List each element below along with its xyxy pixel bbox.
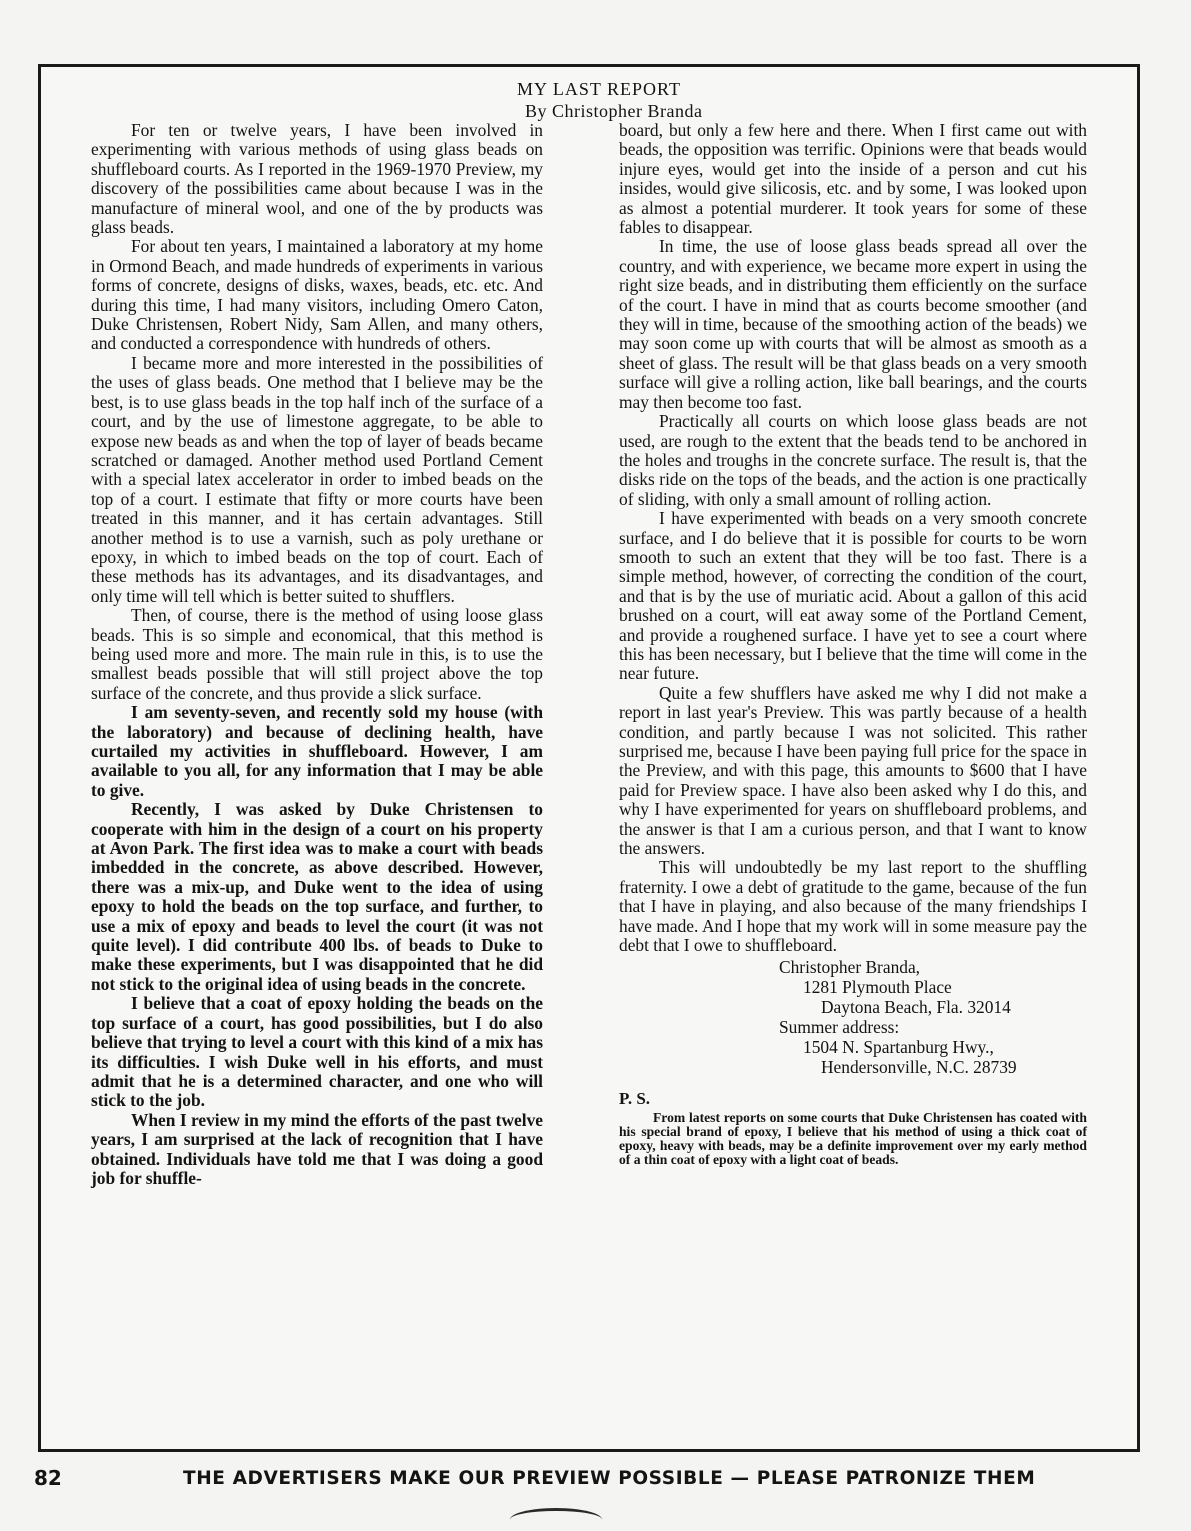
decorative-arc — [510, 1508, 602, 1531]
summer-street: 1504 N. Spartanburg Hwy., — [803, 1037, 994, 1058]
paragraph: I am seventy-seven, and recently sold my house (with the laboratory) and because of declining health, have curtailed my activities in shuffleboard. However, I am available to you all, for any information that I may be able to give. — [91, 702, 543, 800]
paragraph: Recently, I was asked by Duke Christensen to cooperate with him in the design of a court on his property at Avon Park. The first idea was to make a court with beads imbedded in the concrete, as above described. However, there was a mix-up, and Duke went to the idea of using epoxy to hold the beads on the top surface, and further, to use a mix of epoxy and beads to level the court (it was not quite level). I did contribute 400 lbs. of beads to Duke to make these experiments, but I was disappointed that he did not stick to the original idea of using beads in the concrete. — [91, 799, 543, 994]
article-frame — [38, 64, 1140, 1452]
paragraph: I became more and more interested in the possibilities of the uses of glass beads. One method that I believe may be the best, is to use glass beads in the top half inch of the surface of a court, and by the use of limestone aggregate, to be able to expose new beads as and when the top of layer of beads became scratched or damaged. Another method used Portland Cement with a special latex accelerator in order to imbed beads on the top of a court. I estimate that fifty or more courts have been treated in this manner, and it has certain advantages. Still another method is to use a varnish, such as poly urethane or epoxy, in which to imbed beads on the top of court. Each of these methods has its advantages, and its disadvantages, and only time will tell which is better suited to shufflers. — [91, 352, 543, 606]
ps-label: P. S. — [619, 1089, 651, 1109]
signature-street: 1281 Plymouth Place — [803, 977, 952, 998]
paragraph: board, but only a few here and there. When I first came out with beads, the opposition was terrific. Opinions were that beads would injure eyes, would get into the inside of a person and cut his insides, would give silicosis, etc. and by some, I was looked upon as almost a potential murderer. It took years for some of these fables to disappear. — [619, 120, 1087, 238]
right-column — [619, 121, 1087, 1168]
footer-banner: THE ADVERTISERS MAKE OUR PREVIEW POSSIBLE — PLEASE PATRONIZE THEM — [183, 1468, 1036, 1489]
article-byline: By Christopher Branda — [525, 101, 703, 121]
paragraph: For ten or twelve years, I have been involved in experimenting with various methods of using glass beads on shuffleboard courts. As I reported in the 1969-1970 Preview, my discovery of the possibilities came about because I was in the manufacture of mineral wool, and one of the by products was glass beads. — [91, 120, 543, 238]
paragraph: Quite a few shufflers have asked me why I did not make a report in last year's Preview. This was partly because of a health condition, and partly because I was not solicited. This rather surprised me, because I have been paying full price for the space in the Preview, and with this page, this amounts to $600 that I have paid for Preview space. I have also been asked why I do this, and why I have experimented for years on shuffleboard problems, and the answer is that I am a curious person, and that I want to know the answers. — [619, 682, 1087, 859]
ps-text: From latest reports on some courts that Duke Christensen has coated with his special brand of epoxy, I believe that his method of using a thick coat of epoxy, heavy with beads, may be a definite improvement over my early method of a thin coat of epoxy with a light coat of beads. — [619, 1109, 1087, 1168]
paragraph: I believe that a coat of epoxy holding the beads on the top surface of a court, has good possibilities, but I do also believe that trying to level a court with this kind of a mix has its difficulties. I wish Duke well in his efforts, and must admit that he is a determined character, and one who will stick to the job. — [91, 993, 543, 1111]
paragraph: Practically all courts on which loose glass beads are not used, are rough to the extent that the beads tend to be anchored in the holes and troughs in the concrete surface. The result is, that the disks ride on the tops of the beads, and the action is one practically of sliding, with only a small amount of rolling action. — [619, 411, 1087, 509]
paragraph: In time, the use of loose glass beads spread all over the country, and with experience, we became more expert in using the right size beads, and in distributing them efficiently on the surface of the court. I have in mind that as courts become smoother (and they will in time, because of the smoothing action of the beads) we may soon come up with courts that will be almost as smooth as a sheet of glass. The result will be that glass beads on a very smooth surface will give a rolling action, like ball bearings, and the courts may then become too fast. — [619, 236, 1087, 412]
paragraph: This will undoubtedly be my last report to the shuffling fraternity. I owe a debt of gratitude to the game, because of the fun that I have in playing, and also because of the many friendships I have made. And I hope that my work will in some measure pay the debt that I owe to shuffleboard. — [619, 857, 1087, 956]
paragraph: I have experimented with beads on a very smooth concrete surface, and I do believe that it is possible for courts to be worn smooth to such an extent that they will be too fast. There is a simple method, however, of correcting the condition of the court, and that is by the use of muriatic acid. About a gallon of this acid brushed on a court, will eat away some of the Portland Cement, and provide a roughened surface. I have yet to see a court where this has been necessary, but I believe that the time will come in the near future. — [619, 508, 1087, 684]
left-column — [91, 121, 543, 1188]
signature-block — [619, 957, 1087, 1077]
paragraph: Then, of course, there is the method of using loose glass beads. This is so simple and economical, that this method is being used more and more. The main rule in this, is to use the smallest beads possible that will still project above the top surface of the concrete, and thus provide a slick surface. — [91, 605, 543, 703]
article-title: MY LAST REPORT — [517, 79, 681, 99]
paragraph: For about ten years, I maintained a laboratory at my home in Ormond Beach, and made hundreds of experiments in various forms of concrete, designs of disks, waxes, beads, etc. etc. And during this time, I had many visitors, including Omero Caton, Duke Christensen, Robert Nidy, Sam Allen, and many others, and conducted a correspondence with hundreds of others. — [91, 236, 543, 354]
summer-address-label: Summer address: — [779, 1017, 900, 1038]
summer-city: Hendersonville, N.C. 28739 — [821, 1057, 1017, 1078]
page-number: 82 — [34, 1466, 62, 1490]
page-footer — [0, 1466, 1191, 1496]
paragraph: When I review in my mind the efforts of the past twelve years, I am surprised at the lack of recognition that I have obtained. Individuals have told me that I was doing a good job for shuffle- — [91, 1109, 543, 1188]
signature-city: Daytona Beach, Fla. 32014 — [821, 997, 1011, 1018]
signature-name: Christopher Branda, — [779, 957, 921, 978]
